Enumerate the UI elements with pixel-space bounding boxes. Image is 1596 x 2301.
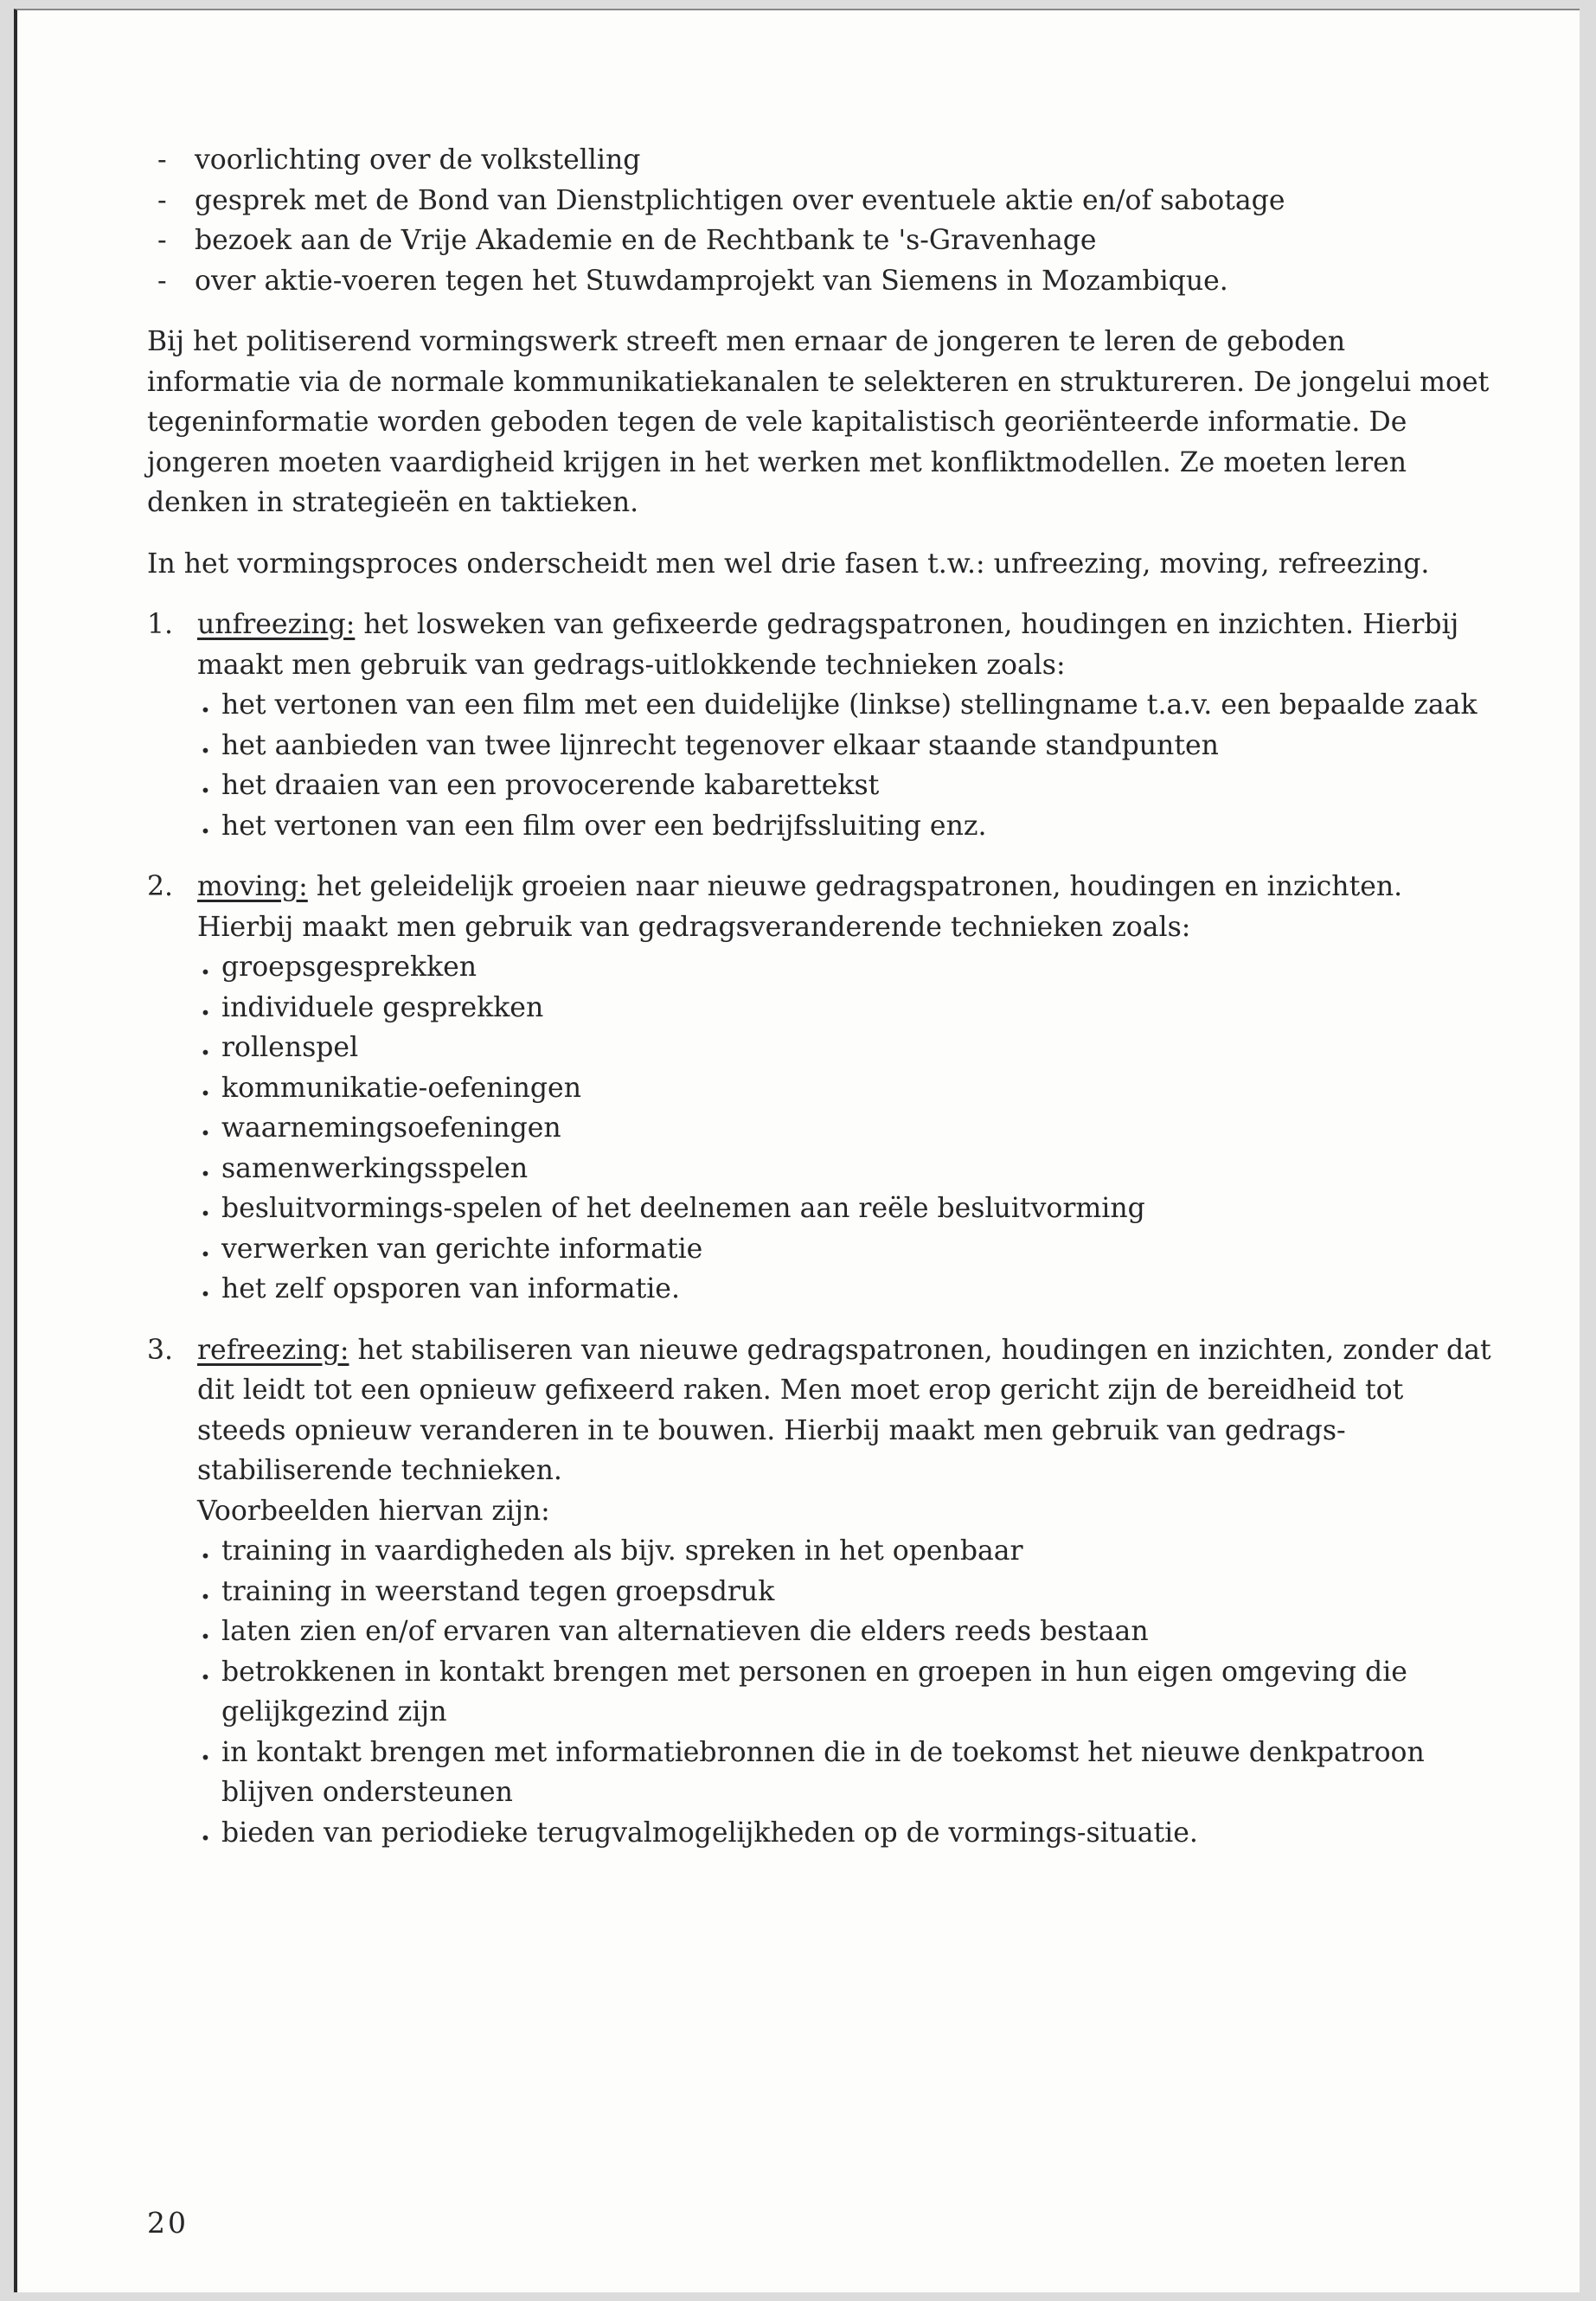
top-list [147,140,1497,301]
list-item: . training in vaardigheden als bijv. spreken in het openbaar [197,1531,1497,1572]
phase-number: 2. [147,871,174,902]
phase-moving [147,867,1497,1310]
list-item: . het aanbieden van twee lijnrecht tegenover elkaar staande standpunten [197,726,1497,766]
list-item: - over aktie-voeren tegen het Stuwdamprojekt van Siemens in Mozambique. [147,261,1497,302]
list-item: . samenwerkingsspelen [197,1149,1497,1189]
phase-term: unfreezing: [197,609,356,640]
phase-description [197,605,1497,685]
list-item: . het vertonen van een film over een bedrijfssluiting enz. [197,806,1497,847]
phase-text: het geleidelijk groeien naar nieuwe gedragspatronen, houdingen en inzichten. Hierbij maakt men gebruik van gedragsveranderende technieken zoals: [197,871,1403,943]
phase-description [197,867,1497,947]
phase-description [197,1330,1497,1491]
paragraph-politicizing: Bij het politiserend vormingswerk streeft men ernaar de jongeren te leren de geboden informatie via de normale kommunikatiekanalen te selekteren en struktureren. De jongelui moet tegeninformatie worden geboden tegen de vele kapitalistisch georiënteerde informatie. De jongeren moeten vaardigheid krijgen in het werken met konfliktmodellen. Ze moeten leren denken in strategieën en taktieken. [147,326,1490,518]
list-item: - bezoek aan de Vrije Akademie en de Rechtbank te 's-Gravenhage [147,221,1497,261]
page-number: 20 [147,2206,189,2240]
list-item: . individuele gesprekken [197,988,1497,1029]
phase-text: het losweken van gefixeerde gedragspatronen, houdingen en inzichten. Hierbij maakt men gebruik van gedrags-uitlokkende technieken zoals: [197,609,1459,681]
list-item: . besluitvormings-spelen of het deelnemen aan reële besluitvorming [197,1189,1497,1229]
list-item: . rollenspel [197,1028,1497,1068]
list-item: . in kontakt brengen met informatiebronnen die in de toekomst het nieuwe denkpatroon blijven ondersteunen [197,1733,1497,1813]
examples-intro: Voorbeelden hiervan zijn: [197,1495,550,1527]
list-item: . laten zien en/of ervaren van alternatieven die elders reeds bestaan [197,1612,1497,1652]
phase-term: moving: [197,871,308,902]
phase-unfreezing [147,605,1497,846]
list-item: . het vertonen van een film met een duidelijke (linkse) stellingname t.a.v. een bepaalde zaak [197,685,1497,726]
list-item: . verwerken van gerichte informatie [197,1229,1497,1270]
list-item: . training in weerstand tegen groepsdruk [197,1572,1497,1612]
list-item: - gesprek met de Bond van Dienstplichtigen over eventuele aktie en/of sabotage [147,181,1497,221]
list-item: . groepsgesprekken [197,947,1497,988]
list-item: . het zelf opsporen van informatie. [197,1269,1497,1310]
list-item: . kommunikatie-oefeningen [197,1068,1497,1109]
phase-term: refreezing: [197,1334,349,1366]
phase-text: het stabiliseren van nieuwe gedragspatronen, houdingen en inzichten, zonder dat dit leidt tot een opnieuw gefixeerd raken. Men moet erop gericht zijn de bereidheid tot steeds opnieuw veranderen in te bouwen. Hierbij maakt men gebruik van gedrags-stabiliserende technieken. [197,1334,1491,1486]
phase-number: 1. [147,609,174,640]
list-item: - voorlichting over de volkstelling [147,140,1497,181]
list-item: . waarnemingsoefeningen [197,1108,1497,1149]
list-item: . bieden van periodieke terugvalmogelijkheden op de vormings-situatie. [197,1813,1497,1854]
document-page [14,9,1580,2292]
list-item: . het draaien van een provocerende kabarettekst [197,766,1497,806]
paragraph-phases-intro: In het vormingsproces onderscheidt men wel drie fasen t.w.: unfreezing, moving, refreezing. [147,548,1430,580]
phase-refreezing [147,1330,1497,1854]
phase-number: 3. [147,1334,174,1366]
list-item: . betrokkenen in kontakt brengen met personen en groepen in hun eigen omgeving die gelijkgezind zijn [197,1652,1497,1733]
page-content [147,140,1497,1853]
